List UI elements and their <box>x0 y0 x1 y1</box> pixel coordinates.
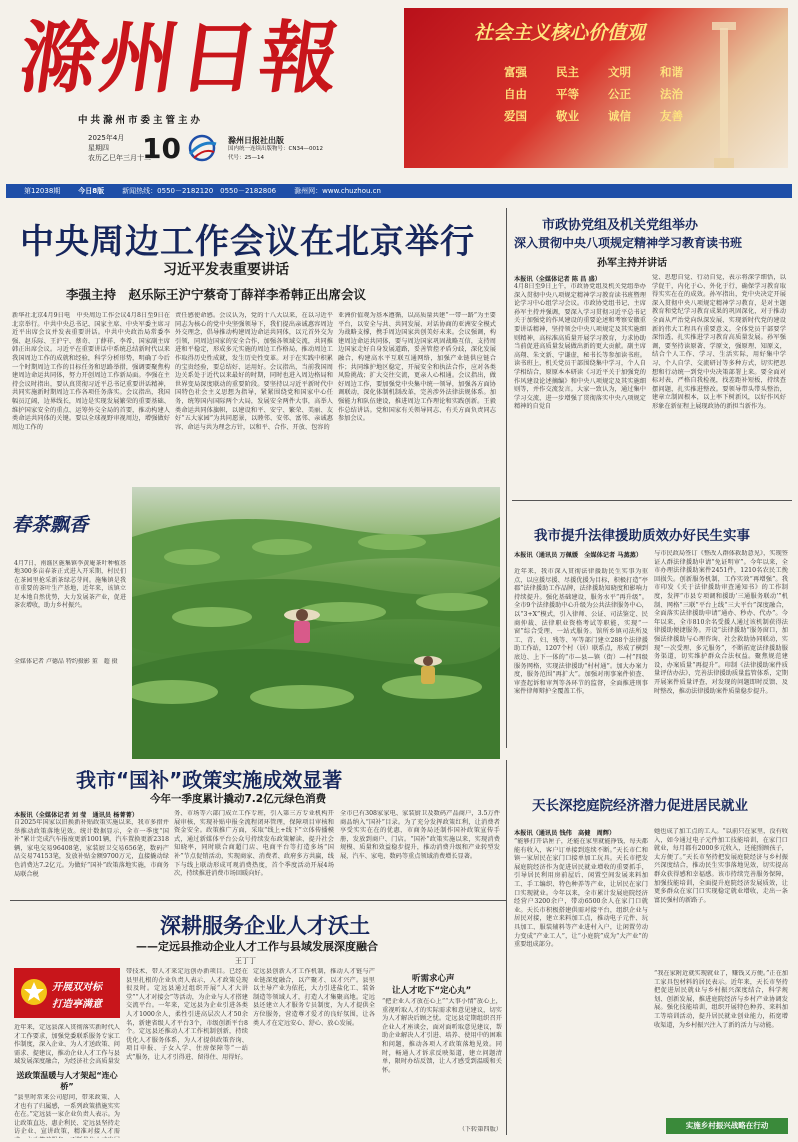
guobu-subhead: 今年一季度累计撬动7.2亿元绿色消费 <box>150 793 327 805</box>
value-item: 自由 <box>504 87 527 101</box>
star-icon <box>20 978 48 1006</box>
value-item: 友善 <box>660 109 683 123</box>
guobu-headline: 我市“国补”政策实施成效显著 <box>76 768 343 792</box>
talent-col3: 定远县创新人才工作机制，推动人才链与产业链深度融合，以产聚才、以才兴产。县里以主导产业为依托，大力引进盐化工、装备制造等领域人才，打造人才集聚高地。定远县还建立人才服务专员制度，为人才提供全方位服务，营造尊才爱才的良好氛围，让各类人才在定远安心、舒心、放心发展。 <box>253 968 375 1027</box>
badge-line1: 开展双对标 <box>52 982 102 993</box>
main-story-col1: 新华社北京4月9日电 中央周边工作会议4月8日至9日在北京举行。中共中央总书记、国家主席、中央军委主席习近平出席会议并发表重要讲话。中共中央政治局常委李强、赵乐际、王沪宁、蔡奇、丁薛祥、李希、国家副主席韩正出席会议。习近平在重要讲话中系统总结新时代以来我国周边工作的成就和经验，科学分析形势，明确了今后一个时期周边工作的目标任务和思路举措，强调要聚焦构建周边命运共同体，努力开创周边工作新局面。李强在主持会议时指出，要认真贯彻习近平总书记重要讲话精神，共同实施新时期周边工作各项任务落实。会议指出，我国幅员辽阔，边界线长，周边是实现发展繁荣的重要基础、维护国家安全的重点、运筹外交全局的首要，推动构建人类命运共同体的关键。要以全球视野审视周边，增强做好周边工作的 <box>12 312 170 431</box>
talent-subhead: ——定远县推动企业人才工作与县域发展深度融合 <box>136 940 378 953</box>
masthead-title: 滁州日報 <box>13 13 347 104</box>
news-hotline: 新闻热线：0550－2182120 0550－2182806 <box>122 187 277 195</box>
side-top-subhead: 孙军主持并讲话 <box>597 258 667 269</box>
guobu-col3: 全市已有308家家电、家装厨卫及数码产品商户，3.5万件商品纳入“国补”目录。为了充分发挥政策红利，让消费者享受实实在在的优惠，市商务局还制作国补政策宣传手册，发放到商户、门店。“国补”政策实施以来，实现消费规模、质量和效益稳步提升，推动消费升级和产业转型发展，汽车、家电、数码等重点领域消费增长显著。 <box>340 810 500 860</box>
tea-photo <box>132 487 500 759</box>
value-item: 诚信 <box>608 109 631 123</box>
banner-title: 社会主义核心价值观 <box>474 22 646 44</box>
tianchang-col1: “能够打开话匣子，还能在家里就能挣钱，每天都能有收入，客户订单接到连续不断。”天长市仁和镇一家居民在家门口接单加工玩具。天长市把发展庭院经济作为促进居民就业增收的重要抓手，引导居民利用房前屋后、闲置空间发展来料加工、手工编织、特色种养等产业，让居民在家门口实现就业。今年以来，全市累计发展庭院经济经营户3200余户，带动6500余人在家门口就业。天长市积极搭建供需对接平台，组织企业与居民对接，建立来料加工点，推动电子元件、玩具加工、服装辅料等产业进村入户，让闲置劳动力变成“产业工人”，让“小庭院”成为“大产业”的重要组成部分。 <box>514 838 648 949</box>
value-item: 富强 <box>504 65 527 79</box>
legal-aid-col2: 与市民政局签订《整改人群体救助意见》，实现签证人群法律援助申请“免证明审”。今年以来，全市办理法律援助案件2451件，1210名农民工挽回损失。创新服务机制，工作实效“再增强”。我市印发《关于法律援助审查通知书》的工作制度，发挥“市县专项调和援助‘三通服务联动’”机制、网格“三联”平台上线“三大平台”深度融合，全面落实法律援助申请“通办、秒办、代办”。今年以来，全市810余名受援人通过该机制获得法律援助便捷服务。开设“法律援助”服务窗口，加强法律援助与心理咨询、社会救助协同联动，实现“一次受理、多元服务”，不断拓宽法律援助服务渠道，切实维护群众合法权益。聚焦规范建设，办案质量“再提升”。印制《法律援助案件质量评估办法》，完善法律援助质量监管体系，定期开展案件质量评查，对发现的问题即时反馈、及时整改，推动法律援助案件质量稳步提升。 <box>654 550 788 695</box>
lunar-date: 农历乙巳年三月十二 <box>88 154 151 162</box>
values-grid <box>504 64 714 124</box>
weekday: 星期四 <box>88 144 109 152</box>
side-top-byline: 本报讯（全媒体记者 陈 昌 盛） <box>514 276 601 283</box>
talent-badge <box>14 968 120 1018</box>
main-story-col3: 亚洲价值观为基本遵循，以高质量共建“一带一路”为主要平台，以安全与共、共同发展、对话协商的亚洲安全模式为战略支撑，携手周边国家共创美好未来。会议强调，构建周边命运共同体，要与周边国家巩固战略互信，支持周边国家走好自身发展道路，妥善管控矛盾分歧，深化发展融合，构建高水平互联互通网络，加强产业链供应链合作；共同维护地区稳定，开展安全和执法合作，应对各类风险挑战；扩大交往交流，更亲人心相通。会议指出，做好周边工作，要加强党中央集中统一领导，加强各方面协调联动，深化体制机制改革，完善涉外法律法规体系。加强能力和队伍建设，推进周边工作理论和实践创新。王毅作总结讲话。党和国家有关领导同志、有关方面负责同志参加会议。 <box>338 312 496 423</box>
tianchang-col2: 她也成了加工点的工人。“以前只在家里，没有收入，如今通过电子元件加工技能培训，在家门口就业，每月都有2000多元收入，还能照顾孩子，太方便了。”天长市坚持把发展庭院经济与乡村振兴深度结合，推动民生实事落地见效，切实提高群众获得感和幸福感。该市持续完善服务保障，加强技能培训，全面提升庭院经济发展质效，让更多群众在家门口实现稳定就业增收，走出一条富民强村的新路子。 <box>654 828 788 904</box>
website-link[interactable]: 滁州网：www.chuzhou.cn <box>294 187 381 195</box>
issue-number: 第12038期 <box>24 187 61 195</box>
main-headline: 中央周边工作会议在北京举行 <box>20 222 475 262</box>
rural-revival-badge <box>666 1118 788 1134</box>
talent-col2: 带技术、带人才来定远创办新项目。已经在县里扎根的企业负责人表示，人才政策兑现很及时。定远县通过组织开展“人才大讲堂”“人才对接会”等活动，为企业与人才搭建交流平台。一年来，定远县为企业引进各类人才1000余人，柔性引进高层次人才50余名，新建省级人才平台3个，市级创新平台8个。定远县还推动人才工作机制创新，持续优化人才服务体系，为人才提供政策咨询、项目申报、子女入学、住房保障等“一站式”服务，让人才引得进、留得住、用得好。 <box>126 968 248 1061</box>
core-values-banner <box>404 8 788 168</box>
talent-col1: 近年来，定远县深入贯彻落实新时代人才工作要求，加强党委联系服务专家工作制度，深入企业、为人才送政策、问需求、提建议，推动企业人才工作与县域发展深度融合，为经济社会高质量发 <box>14 1024 120 1066</box>
value-item: 和谐 <box>660 65 683 79</box>
legal-aid-byline: 本报讯（通讯员 万佩媛 全媒体记者 马蒸蒸） <box>514 552 643 559</box>
side-top-col2: 觉、思想自觉、行动自觉，表示将深学细悟，以学促干，内化于心、外化于行，确保学习教育取得实实在在的成效。孙军指出，党中央决定开展深入贯彻中央八项规定精神学习教育，是对主题教育和党纪学习教育成果的巩固深化，对于推动全面从严治党向纵深发展、实现新时代党的建设新的伟大工程具有重要意义。全体党员干部要学深悟透，扎实推进学习教育高质量发展。孙军强调，要坚持读原著、学原文，强原理、知原义，结合个人工作、学习、生活实际，用好集中学习、个人自学、交流研讨等多种方式，切实把思想和行动统一到党中央决策部署上来。要全面对标对表，严格自我检视，找差距补短板，持续查摆问题，扎实推进整改。要领导带头带头整治，建章立制固根本，以上率下树新风，以好作风好形象在新征程上展现政协的新担当新作为。 <box>652 274 786 410</box>
tianchang-headline: 天长深挖庭院经济潜力促进居民就业 <box>532 798 748 814</box>
feature-title-box <box>12 510 128 537</box>
talent-col1b: “县里时常来公司慰问，带来政策、人才也有了归属感，一系列政策措施实实在在。”定远县一家企业负责人表示。为让政策直达、惠企利民、定远县坚持走访企业、宣讲政策，精准对接人才需 <box>14 1094 120 1136</box>
date-line: 2025年4月 <box>88 134 125 142</box>
value-item: 公正 <box>608 87 631 101</box>
rural-revival-text: 实施乡村振兴战略在行动 <box>685 1121 769 1130</box>
vertical-divider <box>506 208 507 748</box>
value-item: 爱国 <box>504 109 527 123</box>
legal-aid-headline: 我市提升法律援助质效办好民生实事 <box>534 528 750 544</box>
masthead <box>0 0 798 200</box>
feature-caption: 4月7日，南谯区施集镇李黄庵茶叶种植基地300多亩春茶正式进入开采期，村民们在茶园里抢采新茶绿芯芽间。施集镇是我市重要的茶叶生产基地，近年来，该镇立足本地自然优势，大力发展茶产业，促进茶农增收，助力乡村振兴。 <box>14 560 126 610</box>
info-bar <box>6 184 792 198</box>
side-top-col1: 4月8日至9日上午，市政协党组及机关党组举办深入贯彻中央八项规定精神学习教育读书班暨理论学习中心组学习会议。市政协党组书记、主席孙军主持并强调，要深入学习贯彻习近平总书记关于加强党的作风建设的重要论述和考察安徽重要讲话精神，坚持领会中央八项规定及其实施细则精神，高标准高质量开展学习教育，力求协助当前促进高质量发展做出新的更大贡献。副主席高翔、朱文新、宁谦虚，秘书长等参加读书班。读书班上，机关党员干部围绕集中学习，个人自学相结合，原原本本研读《习近平关于加强党的作风建设论述摘编》和中央八项规定及其实施细则等，并作交流发言。大家一致认为，通过集中学习交流，进一步增强了贯彻落实中央八项规定精神的自觉自 <box>514 283 646 411</box>
legal-aid-col1: 近年来，我市深入贯彻法律援助民生实事为重点，以应援尽援、尽援优援为目标，积极打造“亭郡”法律援助工作品牌，法律援助知晓度和影响力持续提升。强化基础建设，服务水平“再升级”。全市9个法律援助中心升级为公共法律服务中心，以“3+X”模式，引入律师、公证、司法鉴定、民商仲裁、法律职业资格考试等职能，实现“一窗”综合受理、一站式服务。馆所乡镇司法所及工、青、妇、残等、军等部门建立288个法律援助工作站，1207个村（居）联系点，形成了横到底边、上下一体的“市—县—镇（街）—村”四级服务网格，实现法律援助“村村通”。加大办案力度，服务范围“再扩大”。加强对刑事案件侦查、审查起诉和审判等各环节的监督，全面推进刑事案件律师辩护全覆盖工作， <box>514 568 648 696</box>
main-story-col2: 责任感使命感。会议认为，党的十八大以来，在以习近平同志为核心的党中央坚强领导下，我们提出亲诚惠容周边外交理念，倡导推动构建周边命运共同体，以元首外交为引领，同周边国家的安全合作，加强各领域交流，共同推进和平稳定，形成多元实施的周边工作格局，推动周边工作取得历史性成就，发生历史性变革。对于在实践中积累的宝贵经验，要总结好、运用好。会议指出，当前我国周边关系处于近代以来最好的时期，同时也进入周边格局和世界变局深度联动的重要阶段。要坚持以习近平新时代中国特色社会主义思想为指导，紧紧围绕党和国家中心任务，统筹国内国际两个大局，发展安全两件大事，高举人类命运共同体旗帜，以建设和平、安宁、繁荣、美丽、友好“五大家园”为共同愿景，以睦邻、安邻、富邻、亲诚惠容、命运与共为理念方针，以和平、合作、开放、包容的 <box>175 312 333 431</box>
horizontal-divider <box>10 900 506 901</box>
guobu-byline: 本报讯（全媒体记者 刘 莹 通讯员 杨菁菁） <box>14 812 139 819</box>
main-subhead: 习近平发表重要讲话 <box>163 262 289 278</box>
page-count: 今日8版 <box>78 187 105 195</box>
vertical-divider <box>506 760 507 1135</box>
talent-col4-title: 听需求心声 <box>412 974 455 984</box>
talent-col4-title2: 让人才吃下“定心丸” <box>392 986 472 996</box>
publisher-info <box>228 136 323 163</box>
day-number: 10 <box>142 132 181 165</box>
talent-headline: 深耕服务企业人才沃土 <box>160 914 370 938</box>
value-item: 文明 <box>608 65 631 79</box>
feature-credit: 全媒体记者 卢德品 特约摄影 董 超 摄 <box>14 658 118 665</box>
tianchang-col3: “我在家附近就实现就业了，赚钱又方便。”正在加工家具包材料的居民表示。近年来，天长市坚持把促进居民就业与乡村振兴深度结合，科学规划、创新发展，推进庭院经济与乡村产业协调发展。强化技能培训，组织开展特色种养、来料加工等培训活动，提升居民就业创业能力，拓宽增收渠道，为乡村振兴注入了新的活力与动能。 <box>654 970 788 1029</box>
masthead-sponsor: 中共滁州市委主管主办 <box>78 115 204 126</box>
value-item: 平等 <box>556 87 579 101</box>
badge-line2: 打造亭满意 <box>52 999 102 1010</box>
feature-title-text: 春茶飘香 <box>12 514 89 536</box>
side-top-headline2: 深入贯彻中央八项规定精神学习教育读书班 <box>514 236 743 250</box>
guobu-col1: 自2025年国家以旧换新补贴政策实施以来，我市多措并举推动政策落地见效。统计数据显示，全市一季度“国补”累计完成汽车报废更新1001辆，汽车置换更新2318辆，家电交易96408笔，家装厨卫交易656笔，数码产品交易74153笔，发放补贴金额9700万元，直接撬动绿色消费达7.2亿元。为做好“国补”政策落地实施，市商务局联合税 <box>14 819 169 878</box>
talent-section1-title: 送政策温暖与人才架起“连心桥” <box>16 1071 118 1091</box>
publisher-logo-icon <box>182 132 222 164</box>
main-attendees: 李强主持 赵乐际王沪宁蔡奇丁薛祥李希韩正出席会议 <box>66 287 367 302</box>
value-item: 民主 <box>556 65 579 79</box>
continued-note: （下转第四版） <box>458 1126 502 1133</box>
value-item: 法治 <box>660 87 683 101</box>
talent-author: 王丁丁 <box>235 957 256 965</box>
publisher-name: 滁州日报社出版 <box>228 136 284 145</box>
side-top-headline1: 市政协党组及机关党组举办 <box>542 218 699 233</box>
value-item: 敬业 <box>556 109 579 123</box>
post-code: 代号：25—14 <box>228 155 264 161</box>
talent-col4: “把企业人才放在心上”“大事小情”放心上，重视听取人才的实际需求和意见建议，切实为人才解决后顾之忧。定远县定期组织召开企业人才座谈会，面对面听取意见建议，帮助企业解决人才引进、培养、使用中的困难和问题，推动各项人才政策落地见效。同时，畅通人才诉求反映渠道，建立问题清单，限时办结反馈，让人才感受到温暖和关怀。 <box>382 998 502 1074</box>
cn-number: 国内统一连续出版物号：CN34—0012 <box>228 146 323 152</box>
guobu-col2: 务、市场等六部门成立工作专班，引入第三方专业机构开展审核，实现补贴申报全流程闭环管理，保障项目审核和资金安全。政策推广方面，采取“线上+线下”立体传播模式，通过新媒体平台公众号持续发布政策解读、提升社会知晓率，同时联合商超门店、电商平台等打造多场“国补”节点促销活动，实现商家、消费者、政府多方共赢，线下与线上联动形成可观消费热度，首个季度活动开展4场次，持续推进消费市场回暖向好。 <box>174 810 334 878</box>
tianchang-byline: 本报讯（通讯员 钱伟 高健 周辉） <box>514 830 616 837</box>
horizontal-divider <box>512 500 792 501</box>
